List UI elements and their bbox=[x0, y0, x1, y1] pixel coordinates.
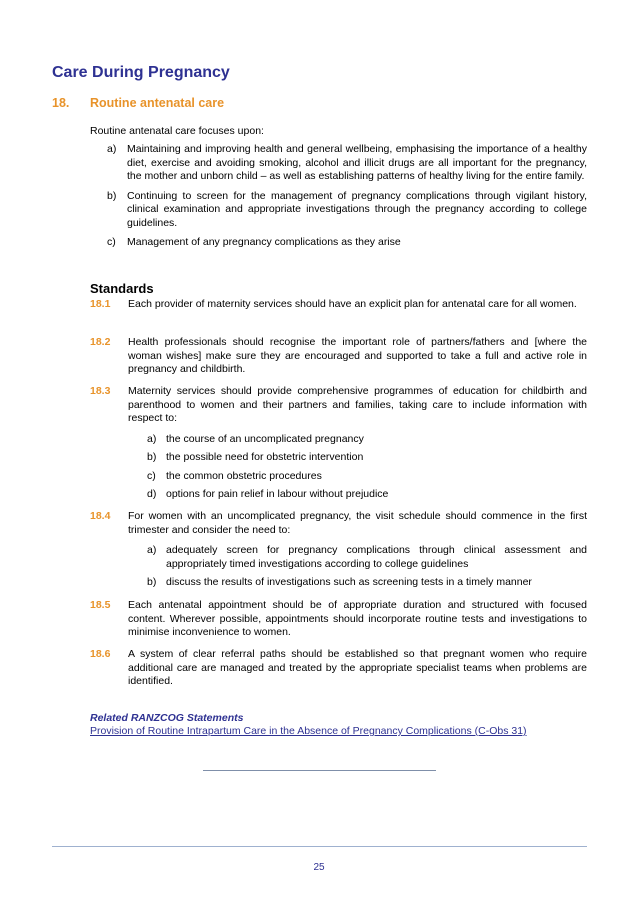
standard-number: 18.6 bbox=[90, 648, 111, 660]
list-item-text: discuss the results of investigations such as screening tests in a timely manner bbox=[166, 576, 532, 588]
standard-number: 18.4 bbox=[90, 510, 111, 522]
sub-list-item bbox=[147, 433, 587, 447]
standard-item bbox=[90, 336, 587, 377]
footer-rule bbox=[52, 846, 587, 847]
list-item-text: Continuing to screen for the management of pregnancy complications through vigilant history, clinical examination and appropriate investigations through the pregnancy according to college guidelines. bbox=[127, 189, 587, 229]
related-statement-link[interactable]: Provision of Routine Intrapartum Care in the Absence of Pregnancy Complications (C-Obs 31) bbox=[90, 725, 527, 737]
list-item-text: options for pain relief in labour without prejudice bbox=[166, 488, 389, 500]
standard-text: Maternity services should provide comprehensive programmes of education for childbirth and parenthood to women and their partners and families, taking care to include information with respect to: bbox=[128, 385, 587, 424]
list-item-text: the common obstetric procedures bbox=[166, 469, 322, 482]
standard-item bbox=[90, 385, 587, 502]
standard-number: 18.3 bbox=[90, 385, 111, 397]
standard-item bbox=[90, 648, 587, 689]
standard-text: A system of clear referral paths should be established so that pregnant women who require additional care are managed and treated by the appropriate specialist teams when problems are identified. bbox=[128, 648, 587, 687]
list-marker: b) bbox=[147, 451, 157, 463]
list-item bbox=[107, 143, 587, 184]
sub-list-item bbox=[147, 576, 587, 590]
list-marker: d) bbox=[147, 488, 157, 500]
standard-text: Health professionals should recognise the important role of partners/fathers and [where the woman wishes] make sure they are encouraged and supported to take a full and active role in pregnancy and childbirth. bbox=[128, 336, 587, 375]
list-marker: b) bbox=[107, 189, 117, 202]
standard-item bbox=[90, 599, 587, 640]
sub-list-item bbox=[147, 488, 587, 502]
list-item-text: the possible need for obstetric intervention bbox=[166, 451, 364, 463]
focus-list bbox=[107, 143, 587, 256]
standard-number: 18.2 bbox=[90, 336, 111, 348]
standard-text: Each antenatal appointment should be of appropriate duration and structured with focused content. Wherever possible, appointments should incorporate routine tests and investigations to minimise inconvenience to women. bbox=[128, 599, 587, 638]
page-title: Care During Pregnancy bbox=[52, 64, 230, 81]
standard-item bbox=[90, 510, 587, 590]
list-marker: a) bbox=[107, 143, 117, 155]
list-marker: b) bbox=[147, 576, 157, 588]
sub-list-item bbox=[147, 470, 587, 484]
list-marker: c) bbox=[147, 469, 156, 482]
sub-list-item bbox=[147, 544, 587, 571]
sub-list-item bbox=[147, 451, 587, 465]
page-number: 25 bbox=[313, 862, 325, 873]
related-statements-title: Related RANZCOG Statements bbox=[90, 712, 244, 724]
section-divider bbox=[203, 770, 436, 771]
section-title: Routine antenatal care bbox=[90, 96, 225, 110]
list-item bbox=[107, 190, 587, 231]
standards-heading: Standards bbox=[90, 281, 154, 296]
standard-number: 18.1 bbox=[90, 298, 111, 310]
standard-number: 18.5 bbox=[90, 599, 111, 611]
standard-text: Each provider of maternity services should have an explicit plan for antenatal care for all women. bbox=[128, 298, 577, 310]
list-item bbox=[107, 236, 587, 250]
section-number: 18. bbox=[52, 96, 70, 110]
list-item-text: the course of an uncomplicated pregnancy bbox=[166, 432, 364, 445]
list-item-text: adequately screen for pregnancy complications through clinical assessment and appropriately timed investigations according to college guidelines bbox=[166, 544, 587, 570]
intro-text: Routine antenatal care focuses upon: bbox=[90, 125, 264, 137]
list-marker: a) bbox=[147, 544, 157, 556]
standard-item bbox=[90, 298, 587, 312]
list-item-text: Maintaining and improving health and general wellbeing, emphasising the importance of a healthy diet, exercise and avoiding smoking, alcohol and illicit drugs are all important for the pregnancy, the mother and unborn child – as well as establishing patterns of healthy living for the entire family. bbox=[127, 143, 587, 182]
list-item-text: Management of any pregnancy complications as they arise bbox=[127, 236, 401, 248]
standard-text: For women with an uncomplicated pregnancy, the visit schedule should commence in the first trimester and consider the need to: bbox=[128, 510, 587, 536]
list-marker: c) bbox=[107, 236, 116, 248]
list-marker: a) bbox=[147, 432, 157, 445]
